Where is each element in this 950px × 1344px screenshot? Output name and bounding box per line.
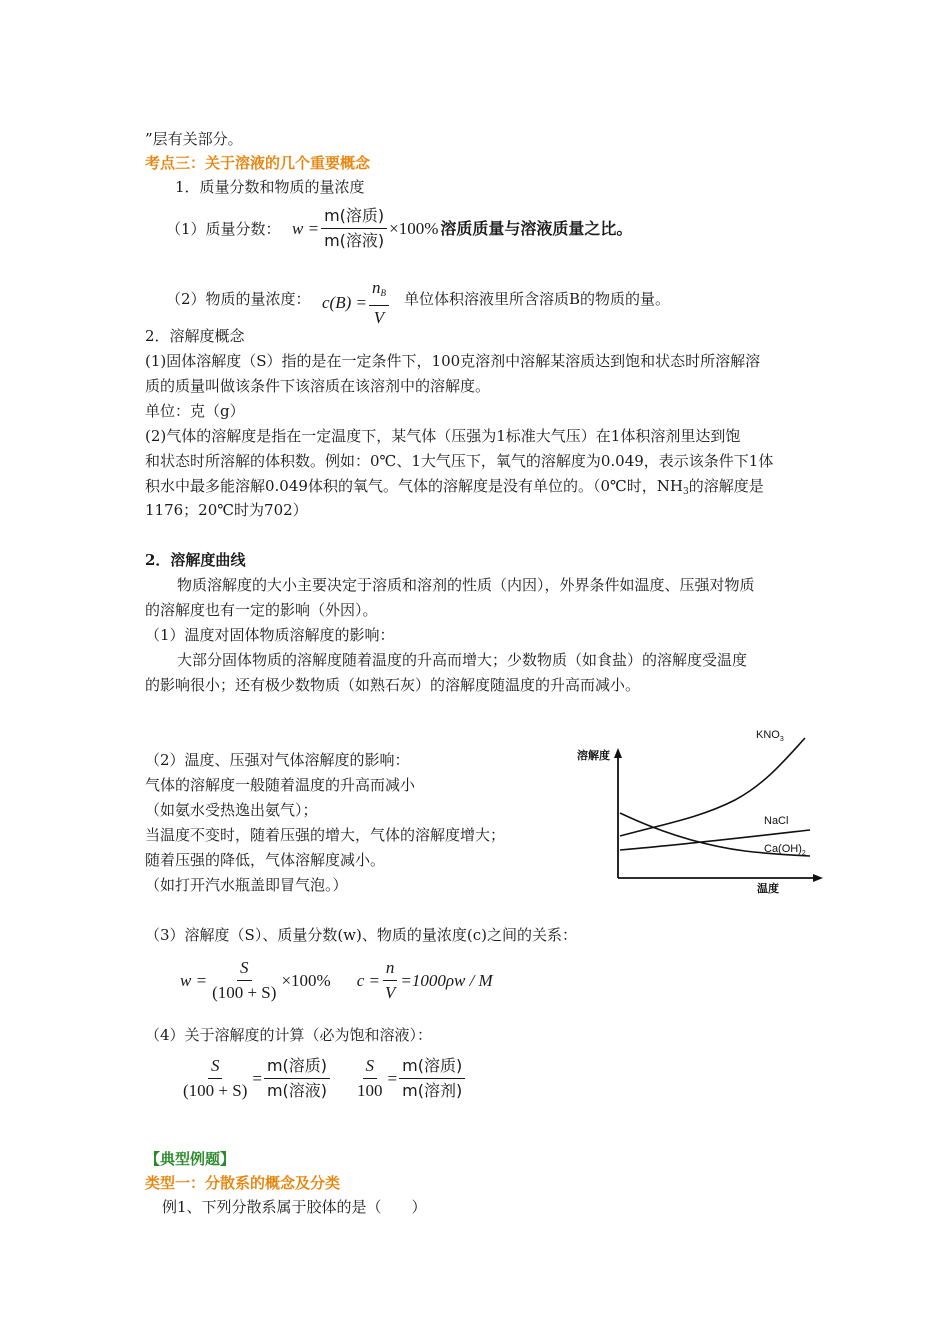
relation-w-lhs: w = (180, 970, 208, 990)
calc-fraction-4 (399, 1056, 465, 1101)
mass-fraction-row (166, 215, 281, 243)
series-label-nacl: NaCl (764, 815, 789, 827)
temp-solid-heading: （1）温度对固体物质溶解度的影响： (145, 626, 395, 644)
solubility-curve-chart (570, 720, 830, 900)
mass-fraction-denominator: m(溶液) (324, 231, 385, 250)
relation-heading: （3）溶解度（S）、质量分数(w)、物质的量浓度(c)之间的关系： (145, 926, 577, 944)
calc-equals-1: = (252, 1068, 262, 1088)
mass-fraction-lhs: w = (292, 218, 320, 238)
solubility-para1-line1: (1)固体溶解度（S）指的是在一定条件下，100克溶剂中溶解某溶质达到饱和状态时所溶解溶 (145, 352, 761, 370)
curve-para-line1: 物质溶解度的大小主要决定于溶质和溶剂的性质（内因），外界条件如温度、压强对物质 (177, 576, 755, 594)
calc-fraction-2 (264, 1056, 330, 1101)
calc-fraction-3-denominator: 100 (357, 1081, 383, 1100)
gas-solubility-line1: (2)气体的溶解度是指在一定温度下，某气体（压强为1标准大气压）在1体积溶剂里达到饱 (145, 427, 741, 445)
calc-equals-2: = (387, 1068, 398, 1088)
solubility-para1-line2: 质的质量叫做该条件下该溶质在该溶剂中的溶解度。 (145, 377, 491, 395)
item2-heading: 2．溶解度概念 (145, 327, 245, 345)
examples-heading: 【典型例题】 (145, 1150, 236, 1168)
mass-fraction-numerator: m(溶质) (321, 206, 387, 229)
gas-section-line1: 气体的溶解度一般随着温度的升高而减小 (145, 776, 416, 794)
series-label-kno3: $KNO_3$ (756, 729, 784, 743)
example1-question: 例1、下列分散系属于胶体的是（ ） (162, 1198, 427, 1216)
molar-conc-lhs: c(B) = (322, 293, 367, 312)
relation-c-numerator: n (383, 958, 398, 981)
gas-section-line4: 随着压强的降低，气体溶解度减小。 (145, 851, 386, 869)
type1-heading: 类型一：分散系的概念及分类 (145, 1174, 341, 1192)
gas-section-line3: 当温度不变时，随着压强的增大，气体的溶解度增大； (145, 826, 506, 844)
calc-fraction-2-numerator: m(溶质) (264, 1056, 330, 1079)
mass-fraction-label: （1）质量分数： (166, 220, 281, 238)
section-title-key-point-3: 考点三：关于溶液的几个重要概念 (145, 154, 371, 172)
gas-solubility-line4: 1176；20℃时为702） (145, 501, 308, 519)
relation-w-fraction (209, 958, 279, 1003)
molar-conc-formula (322, 278, 391, 328)
series-label-caoh2: $Ca(OH)_2$ (764, 843, 806, 857)
molar-conc-fraction (369, 278, 389, 328)
relation-w-numerator: S (237, 958, 252, 981)
gas-solubility-line3: 积水中最多能溶解0.049体积的氧气。气体的溶解度是没有单位的。（0℃时，$NH_3$的溶解度是 (145, 477, 764, 497)
relation-formula (180, 958, 493, 1003)
calc-formula (178, 1056, 467, 1101)
mass-fraction-suffix: ×100% (389, 218, 439, 238)
relation-w-suffix: ×100% (281, 970, 331, 990)
mass-fraction-description: 溶质质量与溶液质量之比。 (440, 218, 633, 238)
molar-conc-label: （2）物质的量浓度： (166, 290, 311, 308)
chart-y-axis-label: 溶解度 (577, 750, 610, 762)
gas-section-heading: （2）温度、压强对气体溶解度的影响： (145, 751, 410, 769)
unit-line: 单位：克（g） (145, 402, 245, 420)
temp-solid-line2: 的影响很小；还有极少数物质（如熟石灰）的溶解度随温度的升高而减小。 (145, 676, 641, 694)
molar-conc-denominator: V (373, 308, 385, 327)
gas-section-line2: （如氨水受热逸出氨气）； (145, 801, 318, 819)
temp-solid-line1: 大部分固体物质的溶解度随着温度的升高而增大；少数物质（如食盐）的溶解度受温度 (177, 651, 748, 669)
mass-fraction-fraction (321, 206, 387, 251)
calc-heading: （4）关于溶解度的计算（必为饱和溶液）： (145, 1026, 433, 1044)
intro-fragment: ”层有关部分。 (145, 130, 243, 148)
relation-c-denominator: V (384, 983, 396, 1002)
molar-conc-description: 单位体积溶液里所含溶质B的物质的量。 (404, 290, 671, 308)
calc-fraction-3 (354, 1056, 386, 1101)
calc-fraction-1 (180, 1056, 250, 1101)
curve-para-line2: 的溶解度也有一定的影响（外因）。 (145, 601, 378, 619)
chart-y-axis-arrow-icon (614, 748, 622, 758)
chart-x-axis-label: 温度 (757, 883, 779, 895)
chart-x-axis-arrow-icon (813, 874, 823, 882)
gas-solubility-line2: 和状态时所溶解的体积数。例如：0℃、1大气压下，氧气的溶解度为0.049，表示该条件下1体 (145, 452, 774, 470)
item1-heading: 1．质量分数和物质的量浓度 (175, 178, 365, 196)
molar-conc-numerator: $n_B$ (369, 278, 389, 306)
relation-c-fraction (382, 958, 398, 1003)
curve-heading: 2．溶解度曲线 (145, 551, 246, 569)
calc-fraction-1-numerator: S (208, 1056, 223, 1079)
calc-fraction-4-numerator: m(溶质) (399, 1056, 465, 1079)
calc-fraction-1-denominator: (100 + S) (183, 1081, 248, 1100)
relation-c-suffix: =1000ρw / M (400, 970, 493, 990)
calc-fraction-4-denominator: m(溶剂) (402, 1081, 463, 1100)
calc-fraction-2-denominator: m(溶液) (266, 1081, 328, 1100)
calc-fraction-3-numerator: S (363, 1056, 378, 1079)
relation-c-lhs: c = (356, 970, 380, 990)
mass-fraction-formula (292, 206, 632, 251)
relation-w-denominator: (100 + S) (212, 983, 277, 1002)
gas-section-line5: （如打开汽水瓶盖即冒气泡。） (145, 876, 348, 894)
